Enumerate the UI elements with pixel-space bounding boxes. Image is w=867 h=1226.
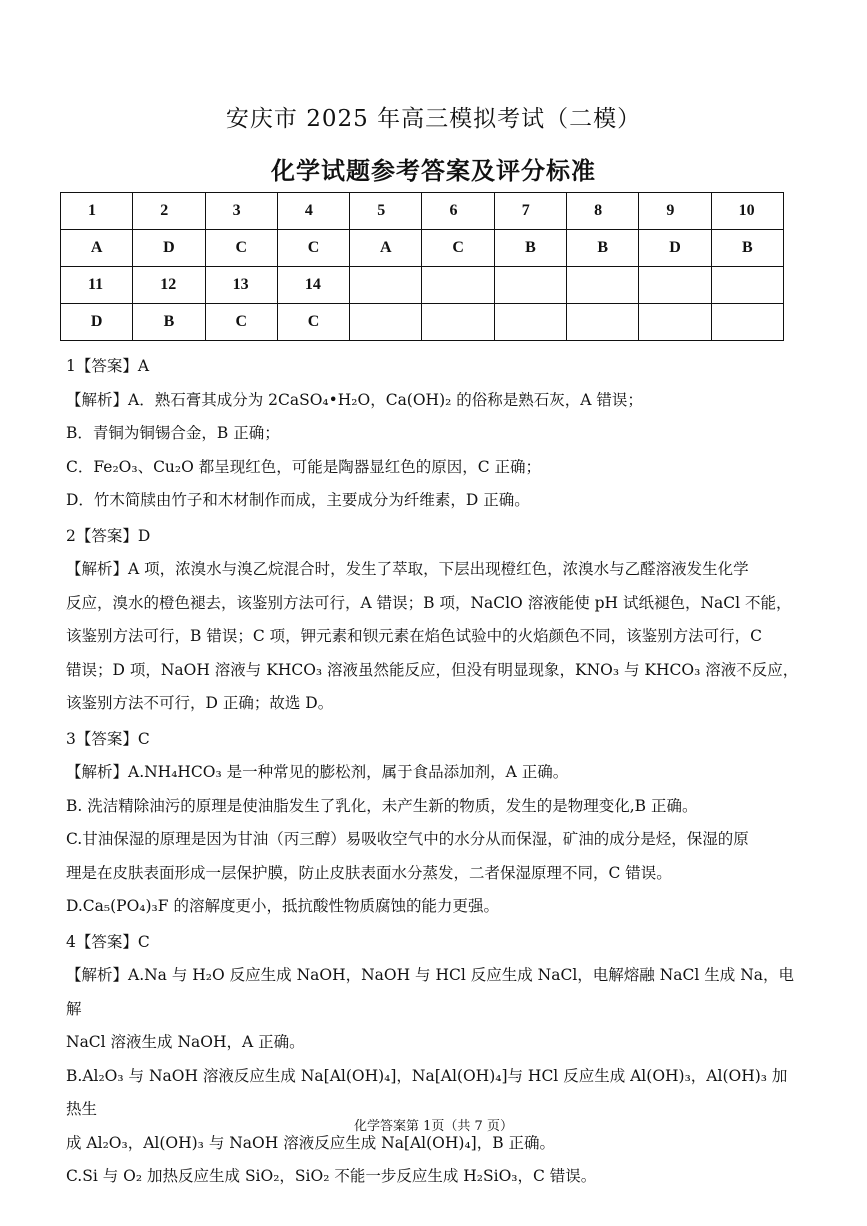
answer-key-title: 化学试题参考答案及评分标准 bbox=[271, 156, 596, 185]
answer-table-cell bbox=[567, 304, 639, 341]
q4-option-b-line2: 成 Al₂O₃，Al(OH)₃ 与 NaOH 溶液反应生成 Na[Al(OH)₄]，B 正确。 bbox=[66, 1133, 556, 1152]
answer-table-cell: B bbox=[711, 230, 783, 267]
q2-explain-line4: 错误；D 项，NaOH 溶液与 KHCO₃ 溶液虽然能反应，但没有明显现象，KNO₃ 与 KHCO₃ 溶液不反应， bbox=[66, 660, 799, 679]
answer-table-cell: 11 bbox=[61, 267, 133, 304]
q4-explain-a-line2: NaCl 溶液生成 NaOH，A 正确。 bbox=[66, 1033, 305, 1051]
answer-table-cell: 2 bbox=[133, 193, 205, 230]
q3-option-b: B. 洗洁精除油污的原理是使油脂发生了乳化，未产生新的物质，发生的是物理变化,B 正确。 bbox=[66, 796, 698, 815]
answer-table-cell: 6 bbox=[422, 193, 494, 230]
answer-table-cell bbox=[350, 304, 422, 341]
answer-table-cell: D bbox=[639, 230, 711, 267]
q2-explain-line5: 该鉴别方法不可行，D 正确；故选 D。 bbox=[66, 694, 334, 712]
answer-table-cell: A bbox=[61, 230, 133, 267]
q2-explain-line2: 反应，溴水的橙色褪去，该鉴别方法可行，A 错误；B 项，NaClO 溶液能使 pH 试纸褪色，NaCl 不能， bbox=[66, 593, 792, 612]
answer-table-cell: 4 bbox=[277, 193, 349, 230]
q4-option-b-line1: B.Al₂O₃ 与 NaOH 溶液反应生成 Na[Al(OH)₄]，Na[Al(OH)₄]与 HCl 反应生成 Al(OH)₃，Al(OH)₃ 加热生 bbox=[66, 1066, 788, 1118]
answer-table-cell bbox=[494, 304, 566, 341]
answer-table-cell: C bbox=[422, 230, 494, 267]
answer-table-cell: 9 bbox=[639, 193, 711, 230]
explanations bbox=[66, 350, 802, 1194]
answer-table-cell: 10 bbox=[711, 193, 783, 230]
answer-table-cell: 3 bbox=[205, 193, 277, 230]
answer-table-cell: B bbox=[494, 230, 566, 267]
q3-answer: 3【答案】C bbox=[66, 729, 150, 748]
q1-option-b: B．青铜为铜锡合金，B 正确； bbox=[66, 424, 280, 442]
answer-table-row bbox=[61, 193, 784, 230]
q4-answer: 4【答案】C bbox=[66, 932, 150, 951]
answer-table-cell: D bbox=[61, 304, 133, 341]
answer-table-row bbox=[61, 267, 784, 304]
answer-table-row bbox=[61, 230, 784, 267]
answer-table-cell: A bbox=[350, 230, 422, 267]
answer-table-cell: C bbox=[205, 304, 277, 341]
answer-table-cell: 14 bbox=[277, 267, 349, 304]
answer-table-row bbox=[61, 304, 784, 341]
q1-option-c: C．Fe₂O₃、Cu₂O 都呈现红色，可能是陶器显红色的原因，C 正确； bbox=[66, 457, 542, 476]
answer-table-cell bbox=[422, 304, 494, 341]
q2-answer: 2【答案】D bbox=[66, 526, 151, 545]
q4-option-c: C.Si 与 O₂ 加热反应生成 SiO₂，SiO₂ 不能一步反应生成 H₂SiO₃，C 错误。 bbox=[66, 1167, 597, 1185]
answer-table-cell: C bbox=[277, 304, 349, 341]
answer-table-cell: B bbox=[133, 304, 205, 341]
answer-table-cell: 7 bbox=[494, 193, 566, 230]
q4-explain-a-line1: 【解析】A.Na 与 H₂O 反应生成 NaOH，NaOH 与 HCl 反应生成 NaCl，电解熔融 NaCl 生成 Na，电解 bbox=[66, 966, 794, 1018]
answer-table bbox=[60, 192, 784, 341]
answer-table-cell bbox=[422, 267, 494, 304]
answer-table-cell bbox=[711, 304, 783, 341]
q3-option-d: D.Ca₅(PO₄)₃F 的溶解度更小，抵抗酸性物质腐蚀的能力更强。 bbox=[66, 897, 499, 915]
q1-option-d: D．竹木简牍由竹子和木材制作而成，主要成分为纤维素，D 正确。 bbox=[66, 491, 530, 509]
answer-table-cell: C bbox=[205, 230, 277, 267]
answer-table-cell: B bbox=[567, 230, 639, 267]
q3-option-c-line1: C.甘油保湿的原理是因为甘油（丙三醇）易吸收空气中的水分从而保湿，矿油的成分是烃，保湿的原 bbox=[66, 830, 749, 848]
answer-table-cell: 1 bbox=[61, 193, 133, 230]
answer-table-cell: C bbox=[277, 230, 349, 267]
page-footer: 化学答案第 1页（共 7 页） bbox=[354, 1119, 513, 1134]
answer-table-cell: D bbox=[133, 230, 205, 267]
answer-table-cell bbox=[350, 267, 422, 304]
q2-explain-line3: 该鉴别方法可行，B 错误；C 项，钾元素和钡元素在焰色试验中的火焰颜色不同，该鉴别方法可行，C bbox=[66, 627, 762, 645]
answer-table-cell: 12 bbox=[133, 267, 205, 304]
q1-explain-a: 【解析】A．熟石膏其成分为 2CaSO₄•H₂O，Ca(OH)₂ 的俗称是熟石灰，A 错误； bbox=[66, 390, 643, 409]
answer-table-cell bbox=[639, 304, 711, 341]
q2-explain-line1: 【解析】A 项，浓溴水与溴乙烷混合时，发生了萃取，下层出现橙红色，浓溴水与乙醛溶液发生化学 bbox=[66, 560, 749, 578]
answer-table-cell bbox=[494, 267, 566, 304]
q1-answer: 1【答案】A bbox=[66, 357, 150, 375]
answer-table-cell bbox=[567, 267, 639, 304]
answer-table-cell: 5 bbox=[350, 193, 422, 230]
q3-explain-a: 【解析】A.NH₄HCO₃ 是一种常见的膨松剂，属于食品添加剂，A 正确。 bbox=[66, 763, 569, 781]
exam-title: 安庆市 2025 年高三模拟考试（二模） bbox=[225, 106, 642, 132]
answer-table-cell bbox=[711, 267, 783, 304]
answer-table-cell: 13 bbox=[205, 267, 277, 304]
answer-table-cell bbox=[639, 267, 711, 304]
q3-option-c-line2: 理是在皮肤表面形成一层保护膜，防止皮肤表面水分蒸发，二者保湿原理不同，C 错误。 bbox=[66, 863, 672, 882]
answer-table-cell: 8 bbox=[567, 193, 639, 230]
